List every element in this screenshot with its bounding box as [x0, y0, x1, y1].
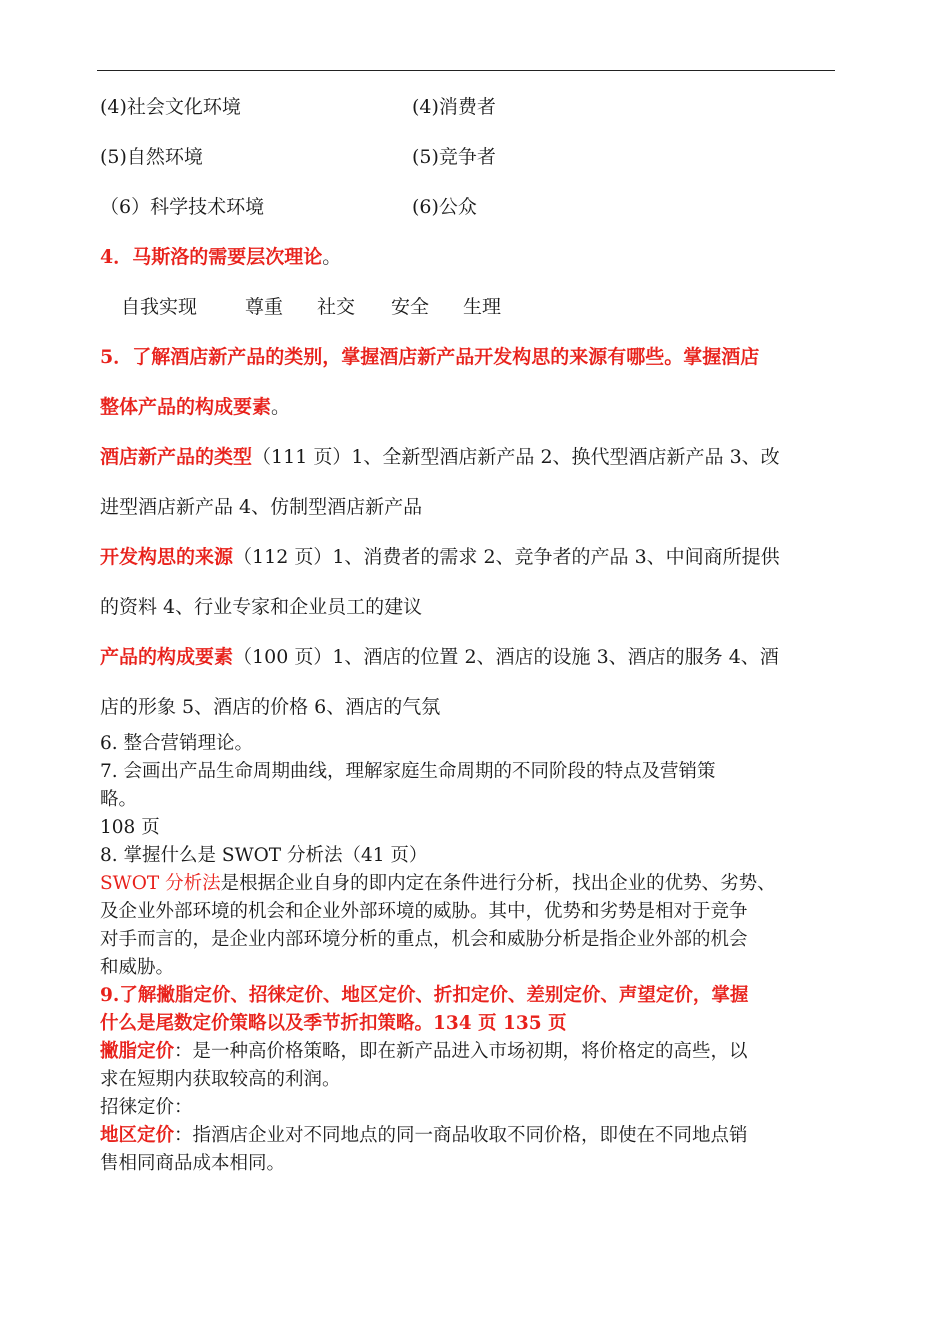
- env-right-5: (5)竞争者: [412, 146, 496, 168]
- skimming-line2: 求在短期内获取较高的利润。: [100, 1069, 341, 1090]
- q5-line2-wrap: [100, 395, 290, 419]
- q4-heading: [100, 245, 341, 269]
- skimming-label: 撇脂定价: [100, 1041, 175, 1062]
- types-line1: [100, 445, 780, 469]
- types-label: 酒店新产品的类型: [100, 446, 253, 468]
- regional-line1: [100, 1122, 830, 1150]
- elements-text1: （100 页）1、酒店的位置 2、酒店的设施 3、酒店的服务 4、酒: [233, 646, 779, 668]
- q7-page: 108 页: [100, 817, 160, 838]
- q4-title: 4．马斯洛的需要层次理论: [100, 246, 323, 268]
- types-text1: （111 页）1、全新型酒店新产品 2、换代型酒店新产品 3、改: [252, 446, 780, 468]
- maslow-5: 生理: [463, 296, 502, 318]
- swot-line2: 及企业外部环境的机会和企业外部环境的威胁。其中，优势和劣势是相对于竞争: [100, 901, 748, 922]
- q5-punct: 。: [271, 396, 291, 418]
- regional-line2: 售相同商品成本相同。: [100, 1153, 286, 1174]
- swot-line4: 和威胁。: [100, 957, 175, 978]
- env-right-6: (6)公众: [412, 196, 477, 218]
- swot-line1: [100, 870, 830, 898]
- tight-section: [100, 730, 830, 1178]
- env-left-4: (4)社会文化环境: [100, 96, 241, 118]
- skimming-text1: ：是一种高价格策略，即在新产品进入市场初期，将价格定的高些，以: [174, 1041, 748, 1062]
- q9-line2: 什么是尾数定价策略以及季节折扣策略。134 页 135 页: [100, 1013, 567, 1034]
- q4-punct: 。: [322, 246, 342, 268]
- q5-line1: 5．了解酒店新产品的类别，掌握酒店新产品开发构思的来源有哪些。掌握酒店: [100, 346, 760, 368]
- q7-line2: 略。: [100, 789, 138, 810]
- regional-text1: ：指酒店企业对不同地点的同一商品收取不同价格，即使在不同地点销: [174, 1125, 748, 1146]
- types-line2: 进型酒店新产品 4、仿制型酒店新产品: [100, 496, 423, 518]
- q9-line1: 9.了解撇脂定价、招徕定价、地区定价、折扣定价、差别定价、声望定价，掌握: [100, 985, 749, 1006]
- env-left-6: （6）科学技术环境: [100, 196, 265, 218]
- maslow-4: 安全: [391, 296, 430, 318]
- maslow-3: 社交: [317, 296, 356, 318]
- sources-text1: （112 页）1、消费者的需求 2、竞争者的产品 3、中间商所提供: [233, 546, 780, 568]
- q5-line2: 整体产品的构成要素: [100, 396, 272, 418]
- elements-line2: 店的形象 5、酒店的价格 6、酒店的气氛: [100, 696, 441, 718]
- regional-label: 地区定价: [100, 1125, 175, 1146]
- swot-line3: 对手而言的，是企业内部环境分析的重点，机会和威胁分析是指企业外部的机会: [100, 929, 748, 950]
- sources-line1: [100, 545, 780, 569]
- maslow-2: 尊重: [245, 296, 284, 318]
- env-right-4: (4)消费者: [412, 96, 496, 118]
- env-left-5: (5)自然环境: [100, 146, 203, 168]
- q8-line: 8. 掌握什么是 SWOT 分析法（41 页）: [100, 845, 428, 866]
- sources-line2: 的资料 4、行业专家和企业员工的建议: [100, 596, 423, 618]
- swot-text1: 是根据企业自身的即内定在条件进行分析，找出企业的优势、劣势、: [220, 873, 776, 894]
- swot-label: SWOT 分析法: [100, 873, 221, 894]
- elements-line1: [100, 645, 779, 669]
- header-rule: [97, 70, 835, 71]
- skimming-line1: [100, 1038, 830, 1066]
- q7-line1: 7. 会画出产品生命周期曲线，理解家庭生命周期的不同阶段的特点及营销策: [100, 761, 716, 782]
- attract-line: 招徕定价：: [100, 1097, 193, 1118]
- q6-line: 6. 整合营销理论。: [100, 733, 254, 754]
- maslow-1: 自我实现: [121, 296, 198, 318]
- sources-label: 开发构思的来源: [100, 546, 234, 568]
- elements-label: 产品的构成要素: [100, 646, 234, 668]
